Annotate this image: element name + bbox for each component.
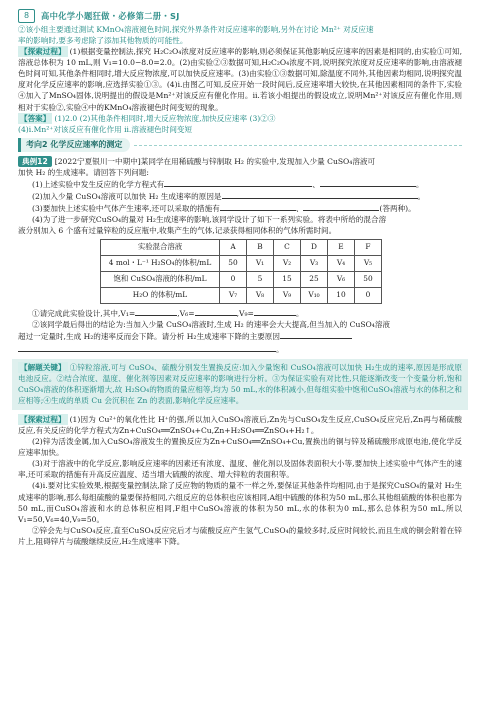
section-title: 考向2 化学反应速率的测定	[18, 138, 130, 152]
table-cell: V₃	[301, 256, 328, 272]
solution-box	[12, 359, 468, 410]
explore-sol-tag: 【探索过程】	[20, 414, 66, 424]
analysis-text: ①锌粒溶液,可与 CuSO₄、硫酸分别发生置换反应:加入少量饱和 CuSO₄溶液可以加快 H₂生成的速率,原因是形成原电池反应。②结合浓度、温度、催化剂等因素对反应速率的影响进行分析。③为保证实验有对比性,只能逐渐改变一个变量分析,饱和CuSO₄溶液的体积逐渐增大,故 H₂SO₄的物质的量应相等,均为 50 mL,水的体积减小,但每组实验中饱和CuSO₄溶液与水的体积之和应相等;④生成的单质 Cu 会沉积在 Zn 的表面,影响化学反应速率。	[18, 362, 462, 405]
table-cell: V₂	[274, 256, 301, 272]
subquestion-1	[18, 307, 462, 319]
table-header-row	[101, 240, 382, 256]
explore-text: (1)根据变量控制法,探究 H₂C₂O₄浓度对反应速率的影响,则必须保证其他影响反应速率的因素是相同的,由实验①可知,溶液总体积为 10 mL,则 V₁=10.0−8.0=2.0。(2)由实验②③数据可知,H₂C₂O₄浓度不同,说明探究浓度对反应速率的影响,由溶液褪色时间可知,其他条件相同时,增大反应物浓度,可以加快反应速率。(3)由实验①③数据可知,除温度不同外,其他因素均相同,说明探究温度对化学反应速率的影响,应选择实验①③。(4)i.由图乙可知,反应开始一段时间后,反应速率增大较快,在其他因素相同的条件下,实验④加入了MnSO₄固体,说明提出的假设是Mn²⁺对该反应有催化作用。ii.若该小组提出的假设成立,说明Mn²⁺对该反应有催化作用,则相对于实验②,实验④中的KMnO₄溶液褪色时间变短的现象。	[18, 47, 462, 112]
question-2: (2)加入少量 CuSO₄溶液可以加快 H₂ 生成速率的原因是 。	[32, 192, 426, 202]
table-cell: 50	[220, 256, 247, 272]
table-cell: V₁	[247, 256, 274, 272]
table-row	[101, 288, 382, 304]
question-4b: 液分别加入 6 个盛有过量锌粒的反应瓶中,收集产生的气体,记录获得相同体积的气体所需时间。	[18, 226, 337, 236]
table-header-cell: 实验混合溶液	[101, 240, 220, 256]
question-4a: (4)为了进一步研究CuSO₄的量对 H₂生成速率的影响,该同学设计了如下一系列实验。将表中所给的混合溶	[32, 215, 387, 225]
table-cell: 4 mol・L⁻¹ H₂SO₄的体积/mL	[101, 256, 220, 272]
table-header-cell: B	[247, 240, 274, 256]
question-3-end: (答两种)。	[379, 204, 416, 214]
answer-blank[interactable]	[135, 307, 177, 316]
question-3-text: (3)要加快上述实验中气体产生速率,还可以采取的措施有	[32, 204, 220, 214]
answer-text-1: (1)2.0 (2)其他条件相同时,增大反应物浓度,加快反应速率 (3)②③	[54, 113, 276, 123]
table-cell: 10	[328, 288, 355, 304]
answer-blank[interactable]	[164, 178, 312, 187]
table-cell: V₄	[328, 256, 355, 272]
table-cell: V₉	[274, 288, 301, 304]
top-note-line2: 率的影响时,要多考虑除了添加其他物质的可能性。	[18, 36, 188, 46]
answer-blank[interactable]	[320, 178, 416, 187]
analysis-tag: 【解题关键】	[20, 362, 66, 372]
table-row	[101, 272, 382, 288]
table-cell: V₇	[220, 288, 247, 304]
table-header-cell: A	[220, 240, 247, 256]
table-cell: H₂O 的体积/mL	[101, 288, 220, 304]
example-badge: 典例12	[18, 156, 52, 167]
table-cell: V₅	[355, 256, 382, 272]
section-divider	[134, 145, 462, 146]
subquestion-2a: ②该同学最后得出的结论为:当加入少量 CuSO₄溶液时,生成 H₂ 的速率会大大提高,但当加入的 CuSO₄溶液	[32, 320, 391, 330]
explore-sol-p4: (4)ⅰ.要对比实验效果,根据变量控制法,除了反应物的物质的量不一样之外,要保证其他条件均相同,由于是探究CuSO₄的量对 H₂生成速率的影响,那么每组硫酸的量要保持相同,六组反应的总体积也应该相同,A组中硫酸的体积为50 mL,那么其他组硫酸的体积也都为 50 mL,而CuSO₄溶液和水的总体积应相同,F组中CuSO₄溶液的体积为50 mL,水的体积为0 mL,那么总体积为50 mL,所以V₁=50,V₆=40,V₉=50。	[18, 481, 462, 524]
table-cell: 50	[355, 272, 382, 288]
section-heading	[18, 138, 462, 153]
explore-sol-p1	[18, 414, 462, 436]
example-stem-text: [2022宁夏银川一中期中]某同学在用稀硫酸与锌制取 H₂ 的实验中,发现加入少量 CuSO₄溶液可	[54, 156, 376, 166]
table-cell: 饱和 CuSO₄溶液的体积/mL	[101, 272, 220, 288]
explore-sol-p2: (2)锌为活泼金属,加入CuSO₄溶液发生的置换反应为Zn+CuSO₄══ZnSO₄+Cu,置换出的铜与锌及稀硫酸形成原电池,使化学反应速率加快。	[18, 437, 462, 458]
subquestion-1-end: 。	[295, 309, 304, 319]
example-stem-1	[18, 156, 462, 167]
question-1: (1)上述实验中发生反应的化学方程式有 、 。	[32, 179, 424, 189]
explore-paragraph-1	[18, 46, 462, 112]
answer-blank[interactable]	[195, 307, 237, 316]
page-number: 8	[18, 9, 35, 23]
table-header-cell: F	[355, 240, 382, 256]
example-stem-2: 加快 H₂ 的生成速率。请回答下列问题:	[18, 167, 149, 177]
answer-tag: 【答案】	[20, 113, 51, 123]
subquestion-2-text: 超过一定量时,生成 H₂的速率反而会下降。请分析 H₂生成速率下降的主要原因	[18, 332, 280, 342]
table-cell: V₁₀	[301, 288, 328, 304]
table-header-cell: C	[274, 240, 301, 256]
explore-solution	[18, 414, 462, 547]
subquestion-1-v6: ,V₆=	[177, 309, 195, 319]
table-cell: 0	[220, 272, 247, 288]
table-header-cell: D	[301, 240, 328, 256]
answer-line-1	[18, 113, 462, 124]
experiment-table	[100, 239, 382, 304]
book-title: 高中化学小题狂做・必修第二册・SJ	[41, 10, 180, 21]
table-cell: 5	[247, 272, 274, 288]
subquestion-2c: 。	[18, 343, 462, 355]
explore-sol-p5: ②锌会先与CuSO₄反应,直至CuSO₄反应完后才与硫酸反应产生氢气,CuSO₄的量较多时,反应时间较长,而且生成的铜会附着在锌片上,阻碍锌片与硫酸继续反应,H₂生成速率下降。	[18, 525, 462, 546]
table-cell: V₈	[247, 288, 274, 304]
question-1-text: (1)上述实验中发生反应的化学方程式有	[32, 179, 165, 189]
analysis-paragraph	[18, 362, 462, 406]
top-note-line1: ②该小组主要通过測试 KMnO₄溶液褪色时间,探究外界条件对反应速率的影响,另外在讨论 Mn²⁺ 对反应速	[18, 25, 374, 34]
table-header-cell: E	[328, 240, 355, 256]
subquestion-2b	[18, 330, 462, 342]
answer-blank[interactable]	[254, 307, 296, 316]
table-cell: V₆	[328, 272, 355, 288]
answer-blank[interactable]	[280, 330, 352, 339]
answer-blank[interactable]	[222, 190, 418, 199]
table-cell: 0	[355, 288, 382, 304]
answer-blank[interactable]	[220, 202, 296, 211]
table-cell: 25	[301, 272, 328, 288]
question-2-text: (2)加入少量 CuSO₄溶液可以加快 H₂ 生成速率的原因是	[32, 192, 222, 202]
explore-sol-text-1: (1)因为 Cu²⁺的氧化性比 H⁺的强,所以加入CuSO₄溶液后,Zn先与CuSO₄发生反应,CuSO₄反应完后,Zn再与稀硫酸反应,有关反应的化学方程式为Zn+CuSO₄══ZnSO₄+Cu,Zn+H₂SO₄══ZnSO₄+H₂↑。	[18, 414, 462, 436]
answer-blank[interactable]	[18, 343, 276, 352]
answer-line-2: (4)i.Mn²⁺对该反应有催化作用 ii.溶液褪色时间变短	[18, 124, 193, 134]
explore-sol-p3: (3)对于溶液中的化学反应,影响反应速率的因素还有浓度、温度、催化剂以及固体表面积大小等,要加快上述实验中气体产生的速率,还可采取的措施有升高反应温度、适当增大硫酸的浓度、增大锌粒的表面积等。	[18, 459, 462, 480]
table-cell: 15	[274, 272, 301, 288]
page-header	[18, 8, 462, 24]
subquestion-1-text: ①请完成此实验设计,其中,V₁=	[32, 309, 136, 319]
question-3: (3)要加快上述实验中气体产生速率,还可以采取的措施有 、 (答两种)。	[32, 204, 416, 214]
explore-tag: 【探索过程】	[20, 47, 66, 57]
table-row	[101, 256, 382, 272]
subquestion-1-v9: ,V₉=	[236, 309, 254, 319]
answer-blank[interactable]	[303, 202, 379, 211]
